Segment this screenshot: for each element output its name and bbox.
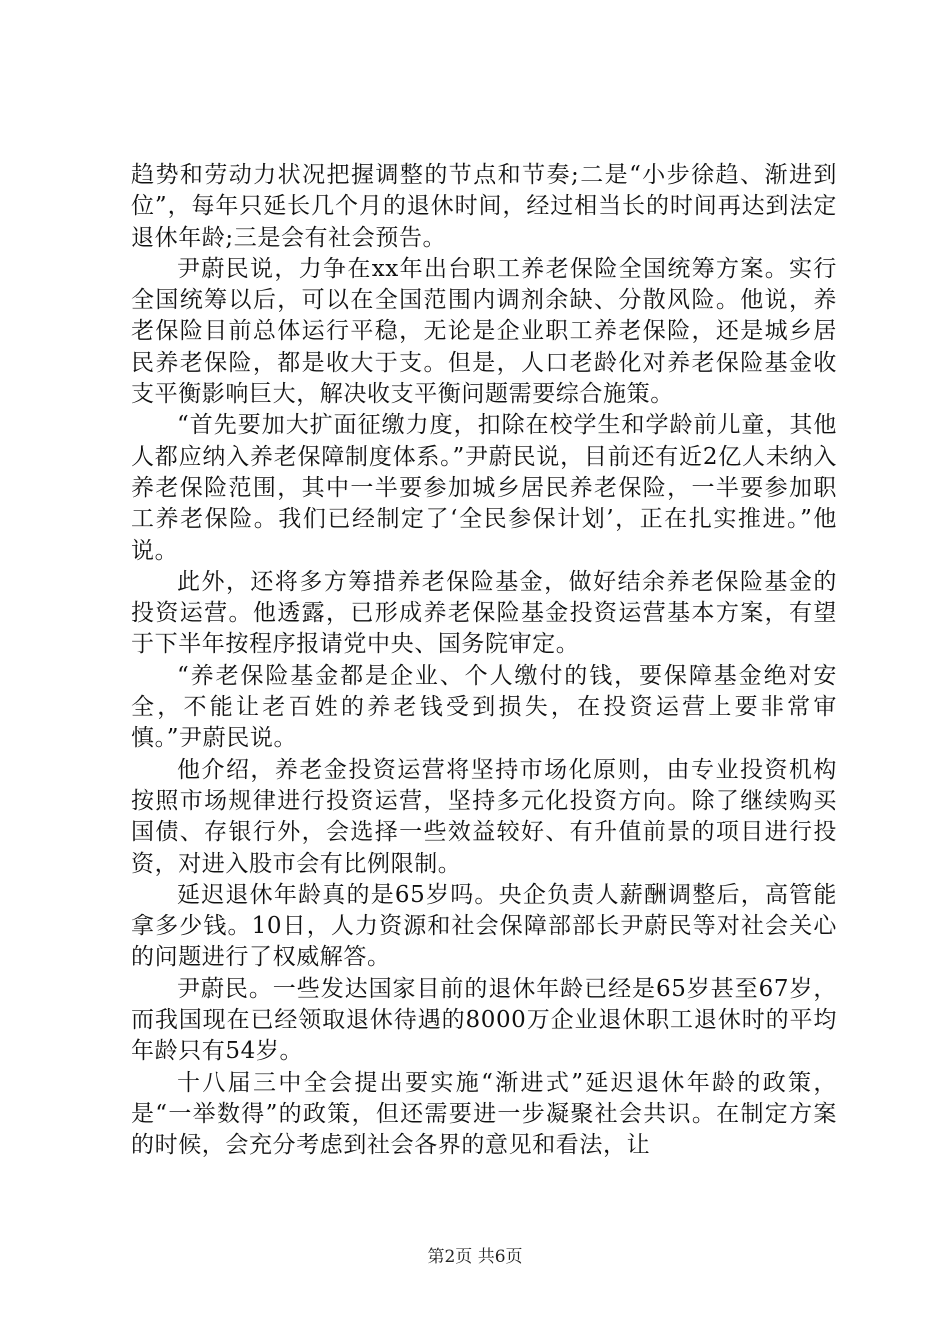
paragraph: 趋势和劳动力状况把握调整的节点和节奏;二是“小步徐趋、渐进到位”，每年只延长几个月的退休时间，经过相当长的时间再达到法定退休年龄;三是会有社会预告。 bbox=[131, 162, 837, 251]
page-number-footer: 第2页 共6页 bbox=[427, 1247, 523, 1267]
paragraph: 十八届三中全会提出要实施“渐进式”延迟退休年龄的政策，是“一举数得”的政策，但还需要进一步凝聚社会共识。在制定方案的时候，会充分考虑到社会各界的意见和看法，让 bbox=[131, 1069, 837, 1159]
paragraph: 他介绍，养老金投资运营将坚持市场化原则，由专业投资机构按照市场规律进行投资运营，坚持多元化投资方向。除了继续购买国债、存银行外，会选择一些效益较好、有升值前景的项目进行投资，对进入股市会有比例限制。 bbox=[131, 756, 837, 877]
paragraph: 尹蔚民说，力争在xx年出台职工养老保险全国统筹方案。实行全国统筹以后，可以在全国范围内调剂余缺、分散风险。他说，养老保险目前总体运行平稳，无论是企业职工养老保险，还是城乡居民养老保险，都是收大于支。但是，人口老龄化对养老保险基金收支平衡影响巨大，解决收支平衡问题需要综合施策。 bbox=[131, 255, 837, 408]
paragraph: “养老保险基金都是企业、个人缴付的钱，要保障基金绝对安全，不能让老百姓的养老钱受到损失，在投资运营上要非常审慎。”尹蔚民说。 bbox=[131, 662, 837, 752]
paragraph: 尹蔚民。一些发达国家目前的退休年龄已经是65岁甚至67岁，而我国现在已经领取退休待遇的8000万企业退休职工退休时的平均年龄只有54岁。 bbox=[131, 975, 837, 1065]
paragraph: “首先要加大扩面征缴力度，扣除在校学生和学龄前儿童，其他人都应纳入养老保障制度体系。”尹蔚民说，目前还有近2亿人未纳入养老保险范围，其中一半要参加城乡居民养老保险，一半要参加职工养老保险。我们已经制定了‘全民参保计划’，正在扎实推进。”他说。 bbox=[131, 412, 837, 564]
paragraph: 延迟退休年龄真的是65岁吗。央企负责人薪酬调整后，高管能拿多少钱。10日，人力资源和社会保障部部长尹蔚民等对社会关心的问题进行了权威解答。 bbox=[131, 881, 837, 971]
document-body bbox=[131, 160, 837, 1162]
paragraph: 此外，还将多方筹措养老保险基金，做好结余养老保险基金的投资运营。他透露，已形成养老保险基金投资运营基本方案，有望于下半年按程序报请党中央、国务院审定。 bbox=[131, 568, 837, 658]
